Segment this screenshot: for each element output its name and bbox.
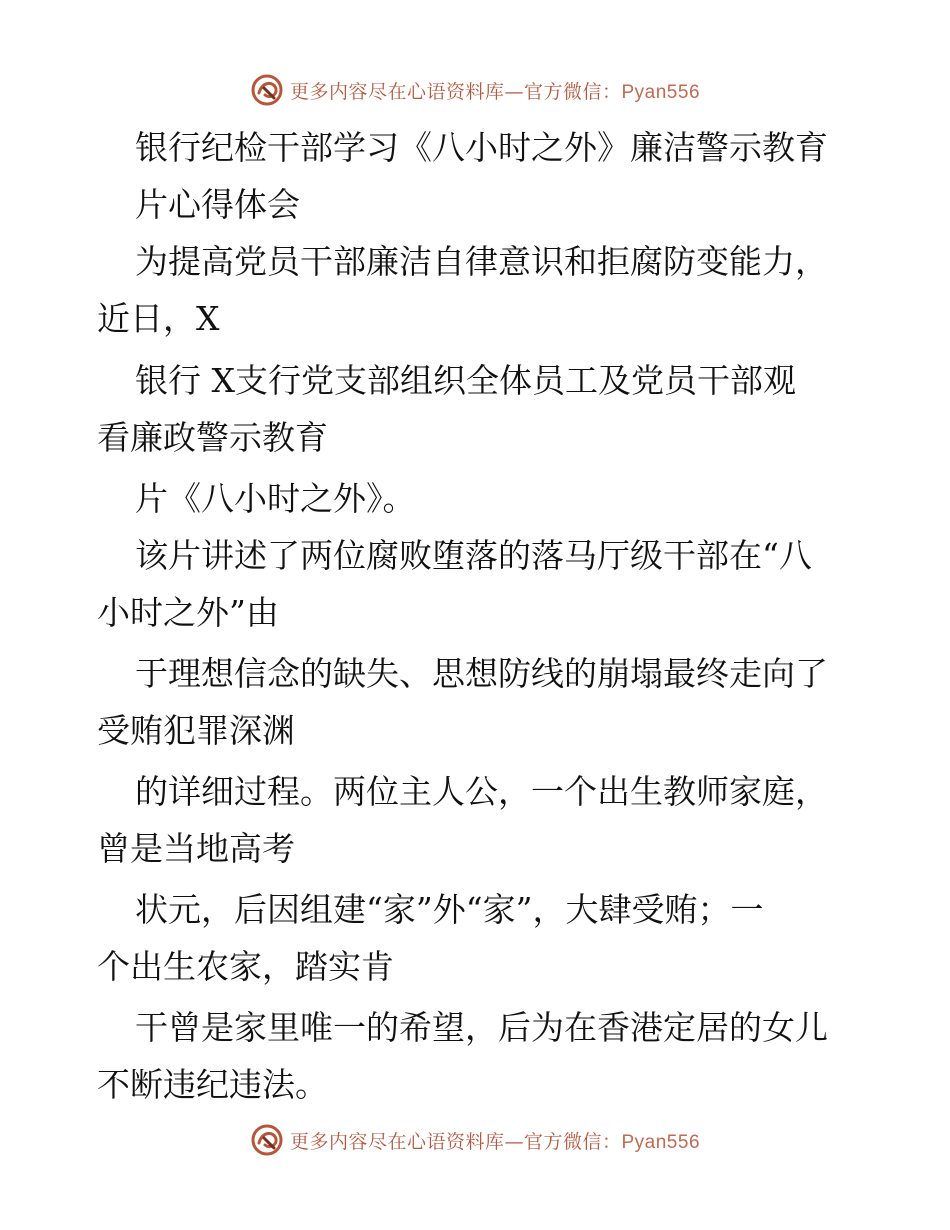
- doc-line: 状元，后因组建“家”外“家”，大肆受贿；一: [135, 890, 764, 929]
- header-banner-handle: Pyan556: [621, 81, 701, 103]
- header-banner-label: 更多内容尽在心语资料库—官方微信：: [289, 80, 622, 103]
- doc-line: 银行 X支行党支部组织全体员工及党员干部观: [135, 361, 796, 400]
- doc-line: 曾是当地高考: [97, 829, 295, 868]
- doc-line: 于理想信念的缺失、思想防线的崩塌最终走向了: [135, 654, 828, 693]
- footer-banner-text: [290, 1127, 700, 1154]
- doc-line: 不断违纪违法。: [97, 1065, 328, 1104]
- doc-line: 看廉政警示教育: [97, 418, 328, 457]
- header-banner-text: [290, 77, 700, 104]
- swirl-logo-icon: [250, 1123, 284, 1157]
- doc-line: 片心得体会: [135, 185, 300, 224]
- doc-line: 近日，X: [97, 299, 220, 338]
- footer-banner-handle: Pyan556: [621, 1131, 701, 1153]
- doc-line: 该片讲述了两位腐败堕落的落马厅级干部在“八: [135, 536, 812, 575]
- footer-banner-label: 更多内容尽在心语资料库—官方微信：: [289, 1130, 622, 1153]
- doc-line: 的详细过程。两位主人公，一个出生教师家庭，: [135, 772, 828, 811]
- doc-line: 为提高党员干部廉洁自律意识和拒腐防变能力，: [135, 242, 828, 281]
- doc-line: 银行纪检干部学习《八小时之外》廉洁警示教育: [135, 128, 828, 167]
- header-banner: [0, 70, 950, 110]
- doc-line: 片《八小时之外》。: [135, 479, 416, 518]
- doc-line: 干曾是家里唯一的希望，后为在香港定居的女儿: [135, 1008, 828, 1047]
- swirl-logo-icon: [250, 73, 284, 107]
- doc-line: 受贿犯罪深渊: [97, 711, 295, 750]
- footer-banner: [0, 1120, 950, 1160]
- doc-line: 个出生农家，踏实肯: [97, 947, 394, 986]
- doc-line: 小时之外”由: [97, 593, 279, 632]
